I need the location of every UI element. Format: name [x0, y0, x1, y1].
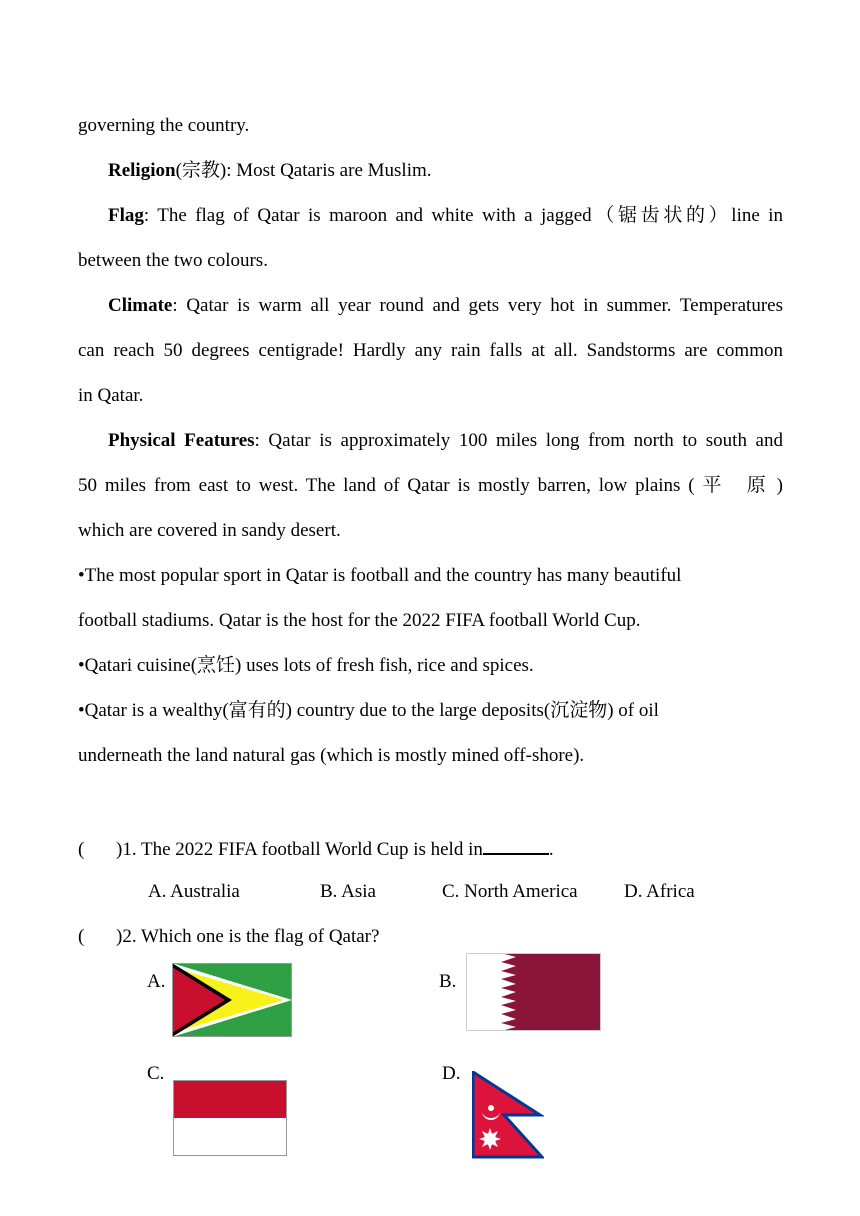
climate-label: Climate [108, 295, 173, 316]
option-d[interactable]: D. Africa [624, 881, 695, 902]
answer-blank[interactable] [483, 835, 549, 855]
flag-paragraph-cont: between the two colours. [78, 250, 268, 271]
flag-paragraph: Flag: The flag of Qatar is maroon and white with a jagged（锯齿状的）line in [108, 205, 783, 226]
option-a-label[interactable]: A. [147, 971, 166, 992]
bullet-line: football stadiums. Qatar is the host for the 2022 FIFA football World Cup. [78, 610, 641, 631]
question-text: )1. The 2022 FIFA football World Cup is held in [116, 839, 483, 860]
climate-paragraph: Climate: Qatar is warm all year round and gets very hot in summer. Temperatures [108, 295, 783, 316]
physical-paragraph-cont: 50 miles from east to west. The land of Qatar is mostly barren, low plains ( 平 原 ) [78, 475, 783, 496]
option-b[interactable]: B. Asia [320, 881, 376, 902]
option-c[interactable]: C. North America [442, 881, 578, 902]
bullet-line: •Qatari cuisine(烹饪) uses lots of fresh fish, rice and spices. [78, 655, 534, 676]
indonesia-flag-icon[interactable] [173, 1080, 287, 1156]
bullet-line: underneath the land natural gas (which is mostly mined off-shore). [78, 745, 585, 766]
religion-label: Religion [108, 160, 176, 181]
religion-paragraph: Religion(宗教): Most Qataris are Muslim. [108, 160, 432, 181]
question-2 [78, 925, 783, 949]
passage-line: governing the country. [78, 115, 250, 136]
qatar-flag-icon[interactable] [466, 953, 601, 1031]
physical-label: Physical Features [108, 430, 255, 451]
nepal-flag-icon[interactable] [472, 1071, 544, 1159]
flag-label: Flag [108, 205, 144, 226]
option-d-label[interactable]: D. [442, 1063, 461, 1084]
question-1: ( )1. The 2022 FIFA football World Cup is held in . [78, 835, 783, 862]
bullet-line: •Qatar is a wealthy(富有的) country due to the large deposits(沉淀物) of oil [78, 700, 659, 721]
climate-paragraph-cont: can reach 50 degrees centigrade! Hardly any rain falls at all. Sandstorms are common [78, 340, 783, 361]
physical-paragraph-cont: which are covered in sandy desert. [78, 520, 341, 541]
physical-paragraph: Physical Features: Qatar is approximately 100 miles long from north to south and [108, 430, 783, 451]
climate-paragraph-cont: in Qatar. [78, 385, 144, 406]
option-c-label[interactable]: C. [147, 1063, 165, 1084]
guyana-flag-icon[interactable] [172, 963, 292, 1037]
bullet-line: •The most popular sport in Qatar is football and the country has many beautiful [78, 565, 682, 586]
answer-paren[interactable]: ( [78, 839, 85, 860]
answer-paren[interactable]: ( [78, 926, 85, 947]
option-a[interactable]: A. Australia [148, 881, 240, 902]
option-b-label[interactable]: B. [439, 971, 457, 992]
question-text: )2. Which one is the flag of Qatar? [116, 926, 380, 947]
